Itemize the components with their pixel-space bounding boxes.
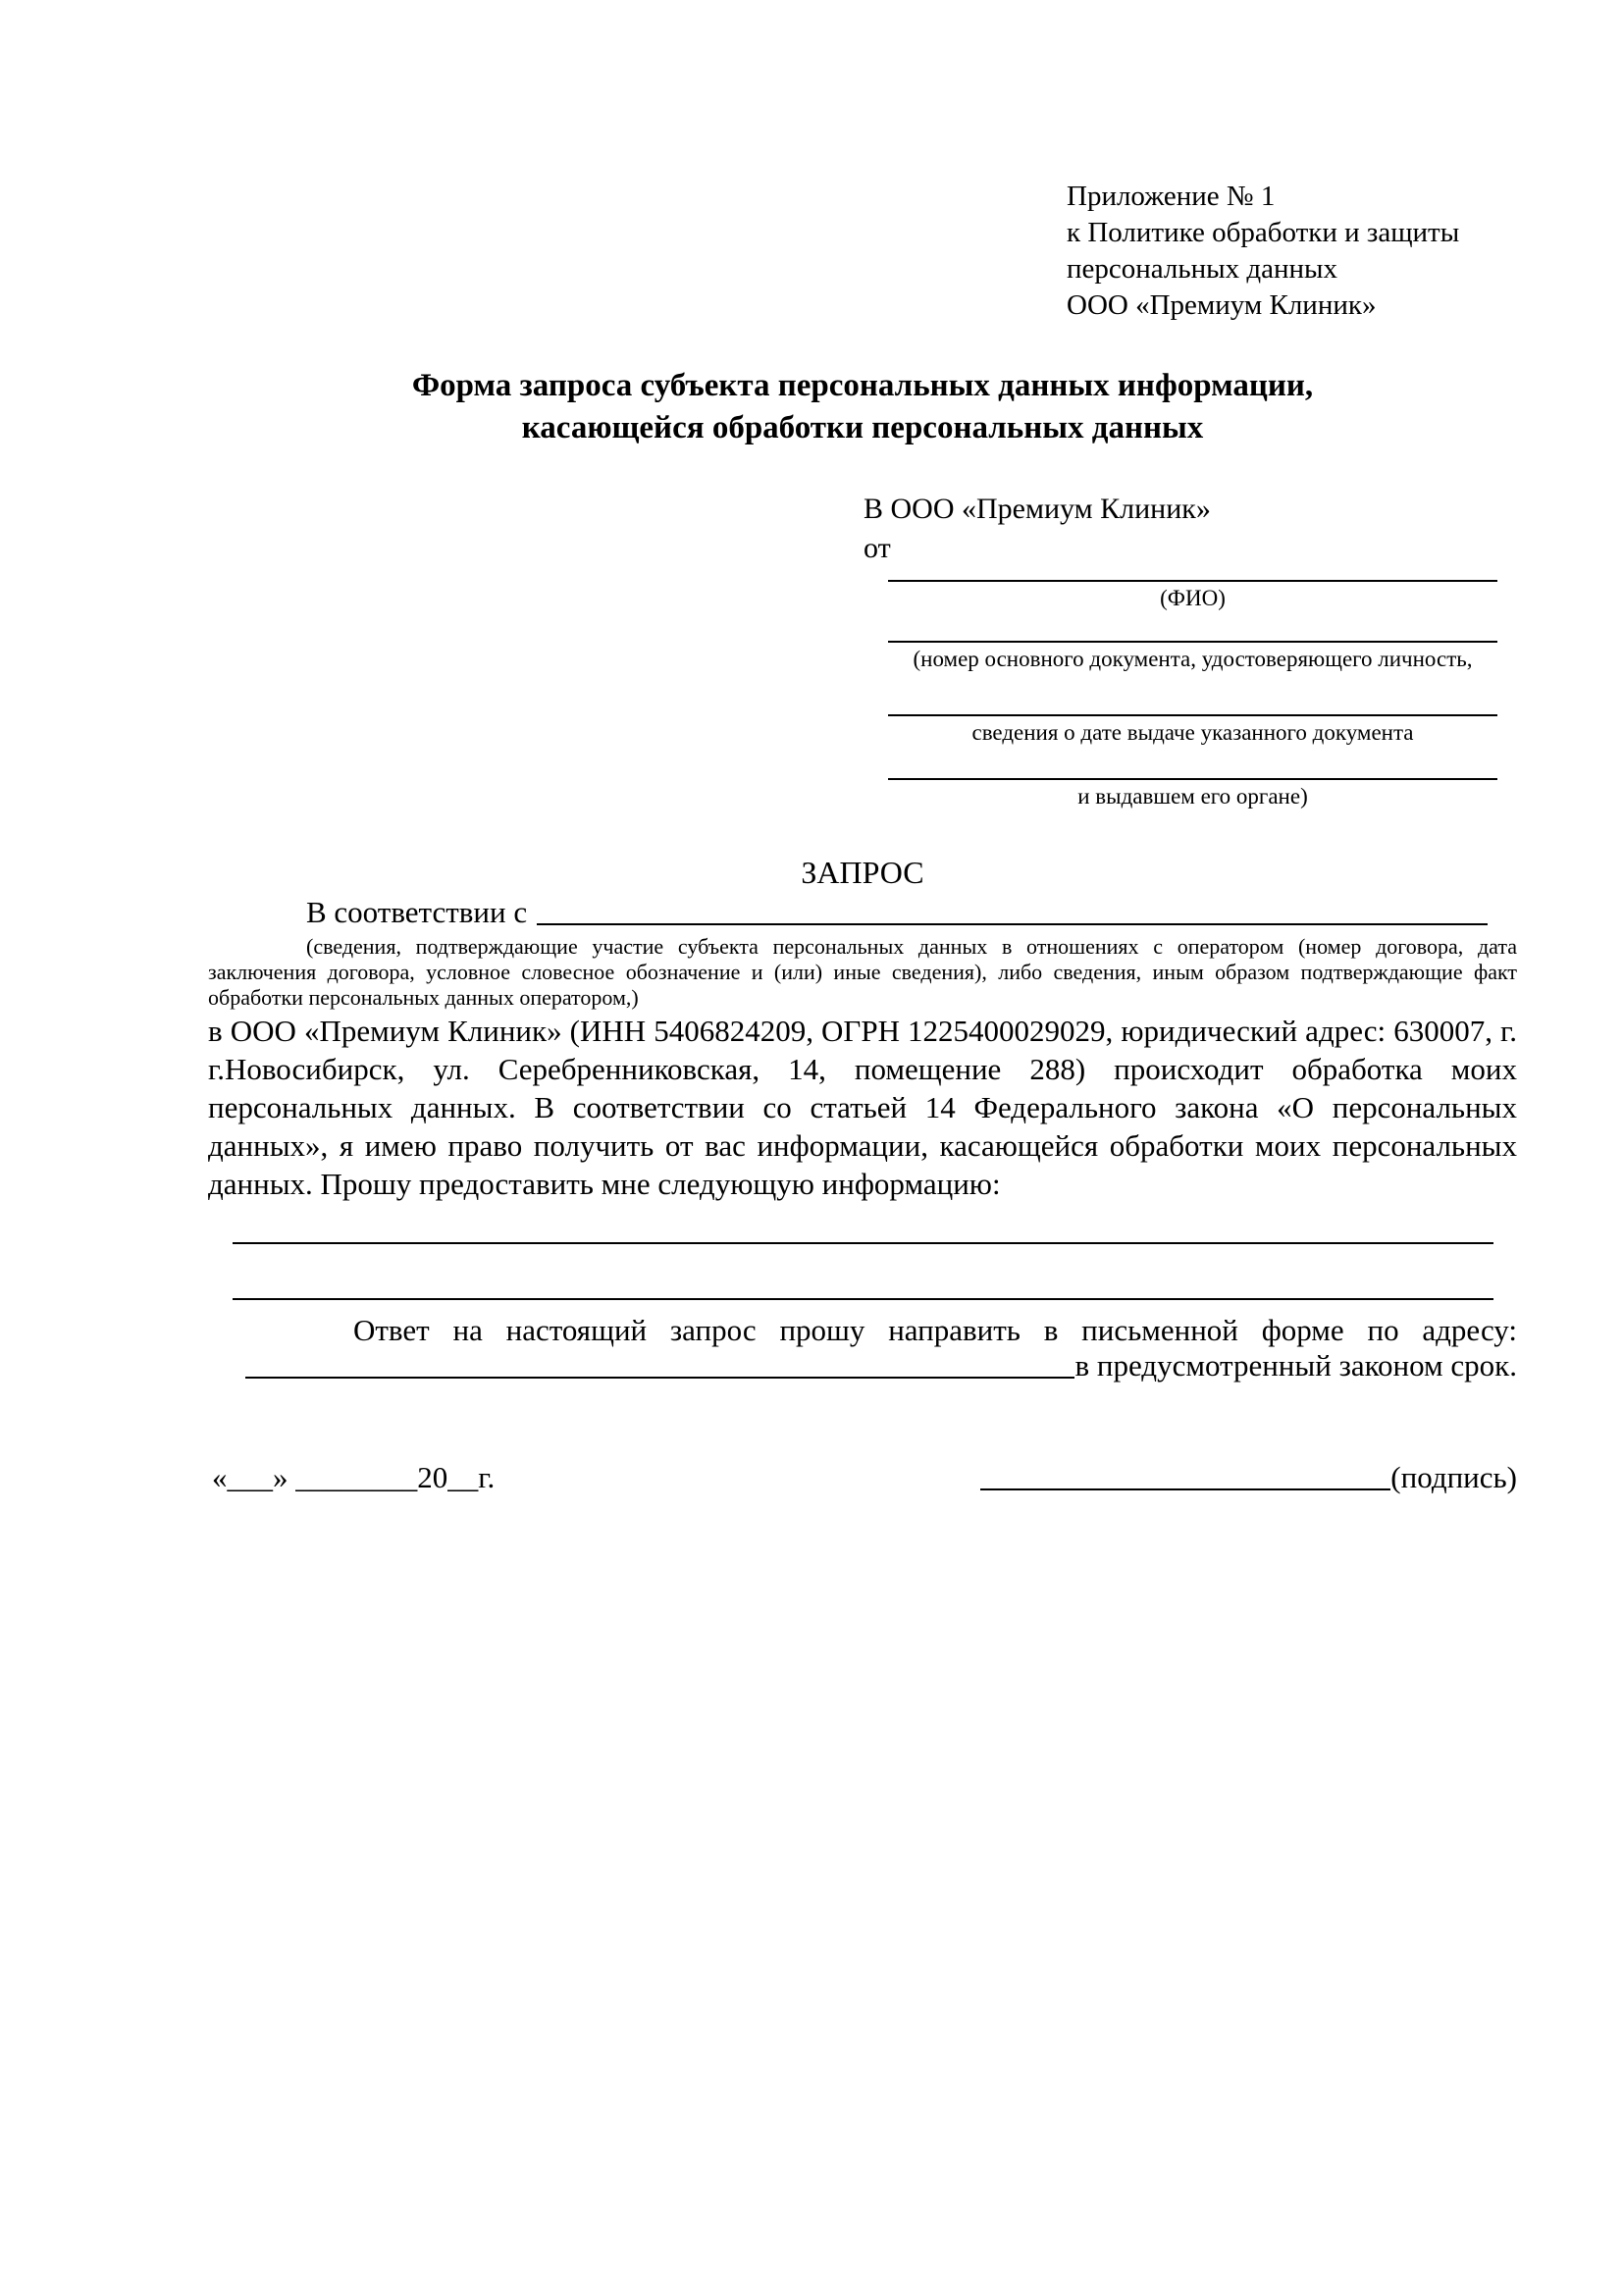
reply-tail-text: в предусмотренный законом срок. xyxy=(1074,1348,1517,1383)
id-document-caption: (номер основного документа, удостоверяющего личность, xyxy=(913,647,1473,671)
addressee-block xyxy=(864,491,1499,824)
basis-blank-line xyxy=(537,923,1488,925)
issuing-authority-blank-line xyxy=(888,778,1497,780)
basis-intro-line xyxy=(208,893,1517,931)
document-title xyxy=(208,365,1517,449)
footer-row xyxy=(212,1458,1517,1496)
request-heading: ЗАПРОС xyxy=(801,855,924,890)
addressee-organization: В ООО «Премиум Клиник» xyxy=(864,493,1211,525)
issue-date-blank-line xyxy=(888,714,1497,716)
appendix-reference-block xyxy=(1067,179,1459,324)
signature-caption: (подпись) xyxy=(1390,1460,1517,1494)
basis-intro-lead: В соответствии с xyxy=(306,895,528,929)
appendix-line: к Политике обработки и защиты xyxy=(1067,217,1460,248)
fio-blank-line xyxy=(888,580,1497,582)
date-blank: «___» ________20__г. xyxy=(212,1460,496,1494)
fio-caption: (ФИО) xyxy=(1160,586,1226,610)
document-title-line: касающейся обработки персональных данных xyxy=(521,410,1204,445)
addressee-from-label: от xyxy=(864,532,891,564)
issue-date-caption: сведения о дате выдаче указанного документа xyxy=(971,720,1414,745)
reply-address-row xyxy=(208,1346,1517,1384)
body-paragraph: в ООО «Премиум Клиник» (ИНН 5406824209, ОГРН 1225400029029, юридический адрес: 630007, г. г.Новосибирск, ул. Серебренниковская, 14, помещение 288) происходит обработка моих персональных данных. В соответствии со статьей 14 Федерального закона «О персональных данных», я имею право получить от вас информации, касающейся обработки моих персональных данных. Прошу предоставить мне следующую информацию: xyxy=(208,1014,1517,1201)
appendix-line: Приложение № 1 xyxy=(1067,181,1276,212)
appendix-line: ООО «Премиум Клиник» xyxy=(1067,289,1377,321)
id-document-blank-line xyxy=(888,641,1497,643)
issuing-authority-caption: и выдавшем его органе) xyxy=(1077,784,1308,809)
reply-address-blank-line xyxy=(245,1377,1074,1379)
requested-info-blank-line-1 xyxy=(233,1242,1493,1244)
reply-address-sentence: Ответ на настоящий запрос прошу направить в письменной форме по адресу: xyxy=(353,1313,1517,1347)
basis-footnote: (сведения, подтверждающие участие субъекта персональных данных в отношениях с оператором (номер договора, дата заключения договора, условное словесное обозначение и (или) иные сведения), либо сведения, иным образом подтверждающие факт обработки персональных данных оператором,) xyxy=(208,934,1517,1010)
signature-blank-line xyxy=(980,1488,1390,1490)
requested-info-blank-line-2 xyxy=(233,1298,1493,1300)
document-title-line: Форма запроса субъекта персональных данных информации, xyxy=(411,368,1314,403)
appendix-line: персональных данных xyxy=(1067,253,1338,285)
